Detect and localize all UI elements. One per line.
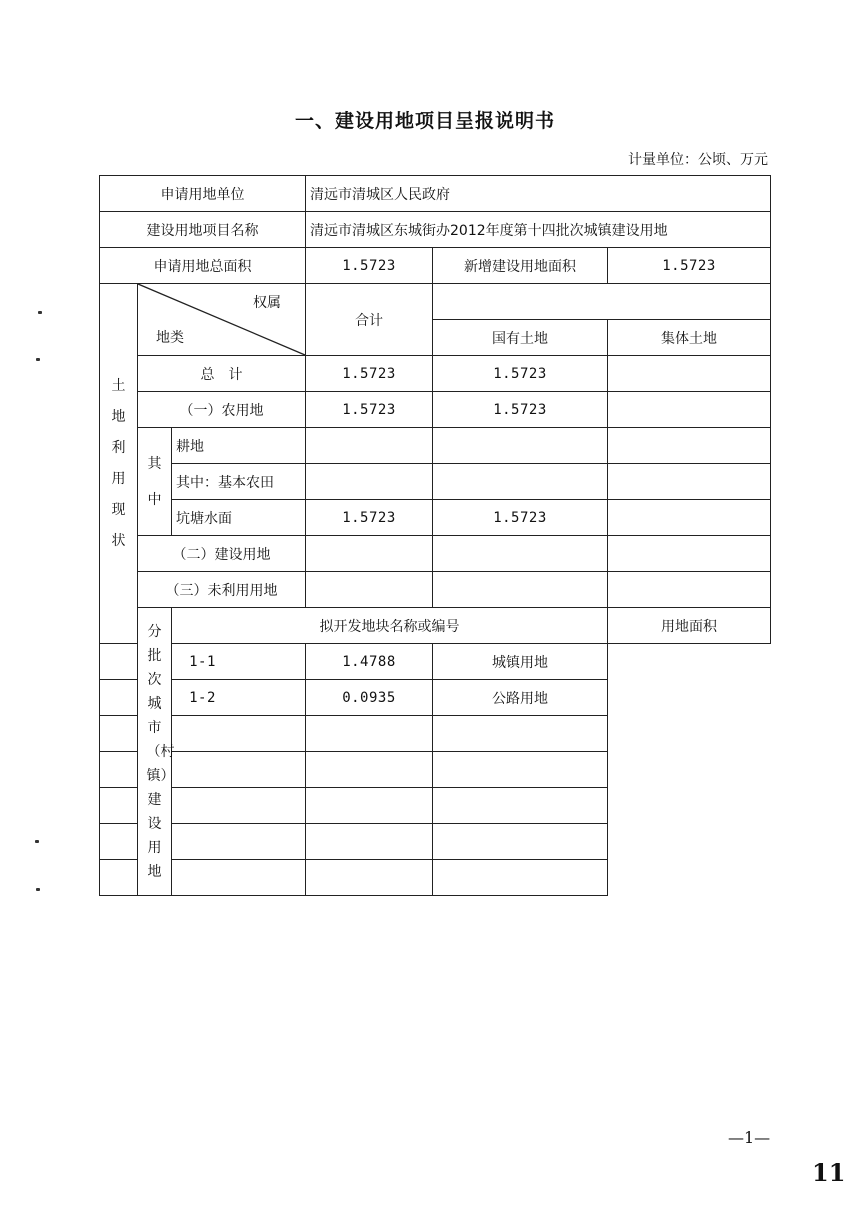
row-basic-sum (306, 464, 433, 500)
batch-row-use (433, 860, 608, 896)
status-side-text: 土地利用现状 (111, 377, 126, 549)
row-basic-state (433, 464, 608, 500)
batch-row-name (100, 716, 306, 752)
handwritten-number: 11 (812, 1158, 846, 1187)
batch-row (100, 860, 771, 896)
land-use-form-table (99, 175, 771, 896)
project-value: 清远市清城区东城街办2012年度第十四批次城镇建设用地 (306, 212, 771, 248)
page-number: —1— (728, 1128, 771, 1147)
row-pond-label: 坑塘水面 (172, 500, 306, 536)
row-pond-sum: 1.5723 (306, 500, 433, 536)
row-construction (100, 536, 771, 572)
row-construction-label: （二）建设用地 (138, 536, 306, 572)
batch-col-name: 拟开发地块名称或编号 (172, 608, 608, 644)
row-farmland-collective (608, 392, 771, 428)
batch-row-area (306, 716, 433, 752)
row-unused-label: （三）未利用用地 (138, 572, 306, 608)
batch-row (100, 752, 771, 788)
scan-speck (35, 840, 39, 843)
batch-row-name (100, 752, 306, 788)
row-construction-state (433, 536, 608, 572)
row-farmland-label: （一）农用地 (138, 392, 306, 428)
qizhong-text: 其中 (147, 455, 162, 508)
row-pond-collective (608, 500, 771, 536)
row-farmland-sum: 1.5723 (306, 392, 433, 428)
applicant-value: 清远市清城区人民政府 (306, 176, 771, 212)
project-label: 建设用地项目名称 (100, 212, 306, 248)
row-arable (100, 428, 771, 464)
batch-row (100, 788, 771, 824)
row-farmland-state: 1.5723 (433, 392, 608, 428)
batch-row-area (306, 860, 433, 896)
batch-row-use (433, 716, 608, 752)
batch-row-area (306, 824, 433, 860)
batch-row (100, 680, 771, 716)
row-arable-state (433, 428, 608, 464)
batch-row (100, 824, 771, 860)
row-pond (100, 500, 771, 536)
batch-row-area (306, 752, 433, 788)
row-basic-farmland (100, 464, 771, 500)
row-total-state: 1.5723 (433, 356, 608, 392)
scan-speck (36, 358, 40, 361)
applicant-label: 申请用地单位 (100, 176, 306, 212)
batch-row-use (433, 824, 608, 860)
diagonal-header-cell (138, 284, 306, 356)
row-arable-collective (608, 428, 771, 464)
total-area-value: 1.5723 (306, 248, 433, 284)
batch-row-area: 1.4788 (306, 644, 433, 680)
area-row (100, 248, 771, 284)
batch-row (100, 644, 771, 680)
row-total-collective (608, 356, 771, 392)
scan-speck (38, 311, 42, 314)
batch-row-use: 城镇用地 (433, 644, 608, 680)
batch-col-area: 用地面积 (608, 608, 771, 644)
row-farmland (100, 392, 771, 428)
batch-row-name: 1-2 (100, 680, 306, 716)
batch-row-name (100, 788, 306, 824)
row-total-sum: 1.5723 (306, 356, 433, 392)
diagonal-top-label: 权属 (253, 295, 281, 311)
document-title: 一、建设用地项目呈报说明书 (294, 110, 555, 132)
row-total-label: 总 计 (138, 356, 306, 392)
col-state-header: 国有土地 (433, 320, 608, 356)
row-total (100, 356, 771, 392)
batch-header-row (100, 608, 771, 644)
project-row (100, 212, 771, 248)
row-unused-state (433, 572, 608, 608)
row-unused-sum (306, 572, 433, 608)
batch-row-use (433, 788, 608, 824)
row-construction-collective (608, 536, 771, 572)
row-basic-collective (608, 464, 771, 500)
unit-label: 计量单位：公顷、万元 (628, 152, 768, 168)
row-arable-label: 耕地 (172, 428, 306, 464)
batch-row-area (306, 788, 433, 824)
row-unused-collective (608, 572, 771, 608)
batch-row-name (100, 860, 306, 896)
batch-row-use: 公路用地 (433, 680, 608, 716)
batch-row-name: 1-1 (100, 644, 306, 680)
applicant-row (100, 176, 771, 212)
row-pond-state: 1.5723 (433, 500, 608, 536)
new-area-label: 新增建设用地面积 (433, 248, 608, 284)
batch-row (100, 716, 771, 752)
diagonal-bottom-label: 地类 (156, 330, 184, 346)
batch-row-name (100, 824, 306, 860)
row-unused (100, 572, 771, 608)
ownership-spacer-cell (433, 284, 771, 320)
total-area-label: 申请用地总面积 (100, 248, 306, 284)
col-collective-header: 集体土地 (608, 320, 771, 356)
new-area-value: 1.5723 (608, 248, 771, 284)
qizhong-label (138, 428, 172, 536)
batch-side-text: 分批次城市（村镇）建设用地 (146, 623, 175, 880)
batch-row-area: 0.0935 (306, 680, 433, 716)
row-arable-sum (306, 428, 433, 464)
col-total-header: 合计 (306, 284, 433, 356)
status-side-label (100, 284, 138, 644)
row-construction-sum (306, 536, 433, 572)
status-header-row-1 (100, 284, 771, 320)
scan-speck (36, 888, 40, 891)
batch-row-use (433, 752, 608, 788)
row-basic-label: 其中：基本农田 (172, 464, 306, 500)
